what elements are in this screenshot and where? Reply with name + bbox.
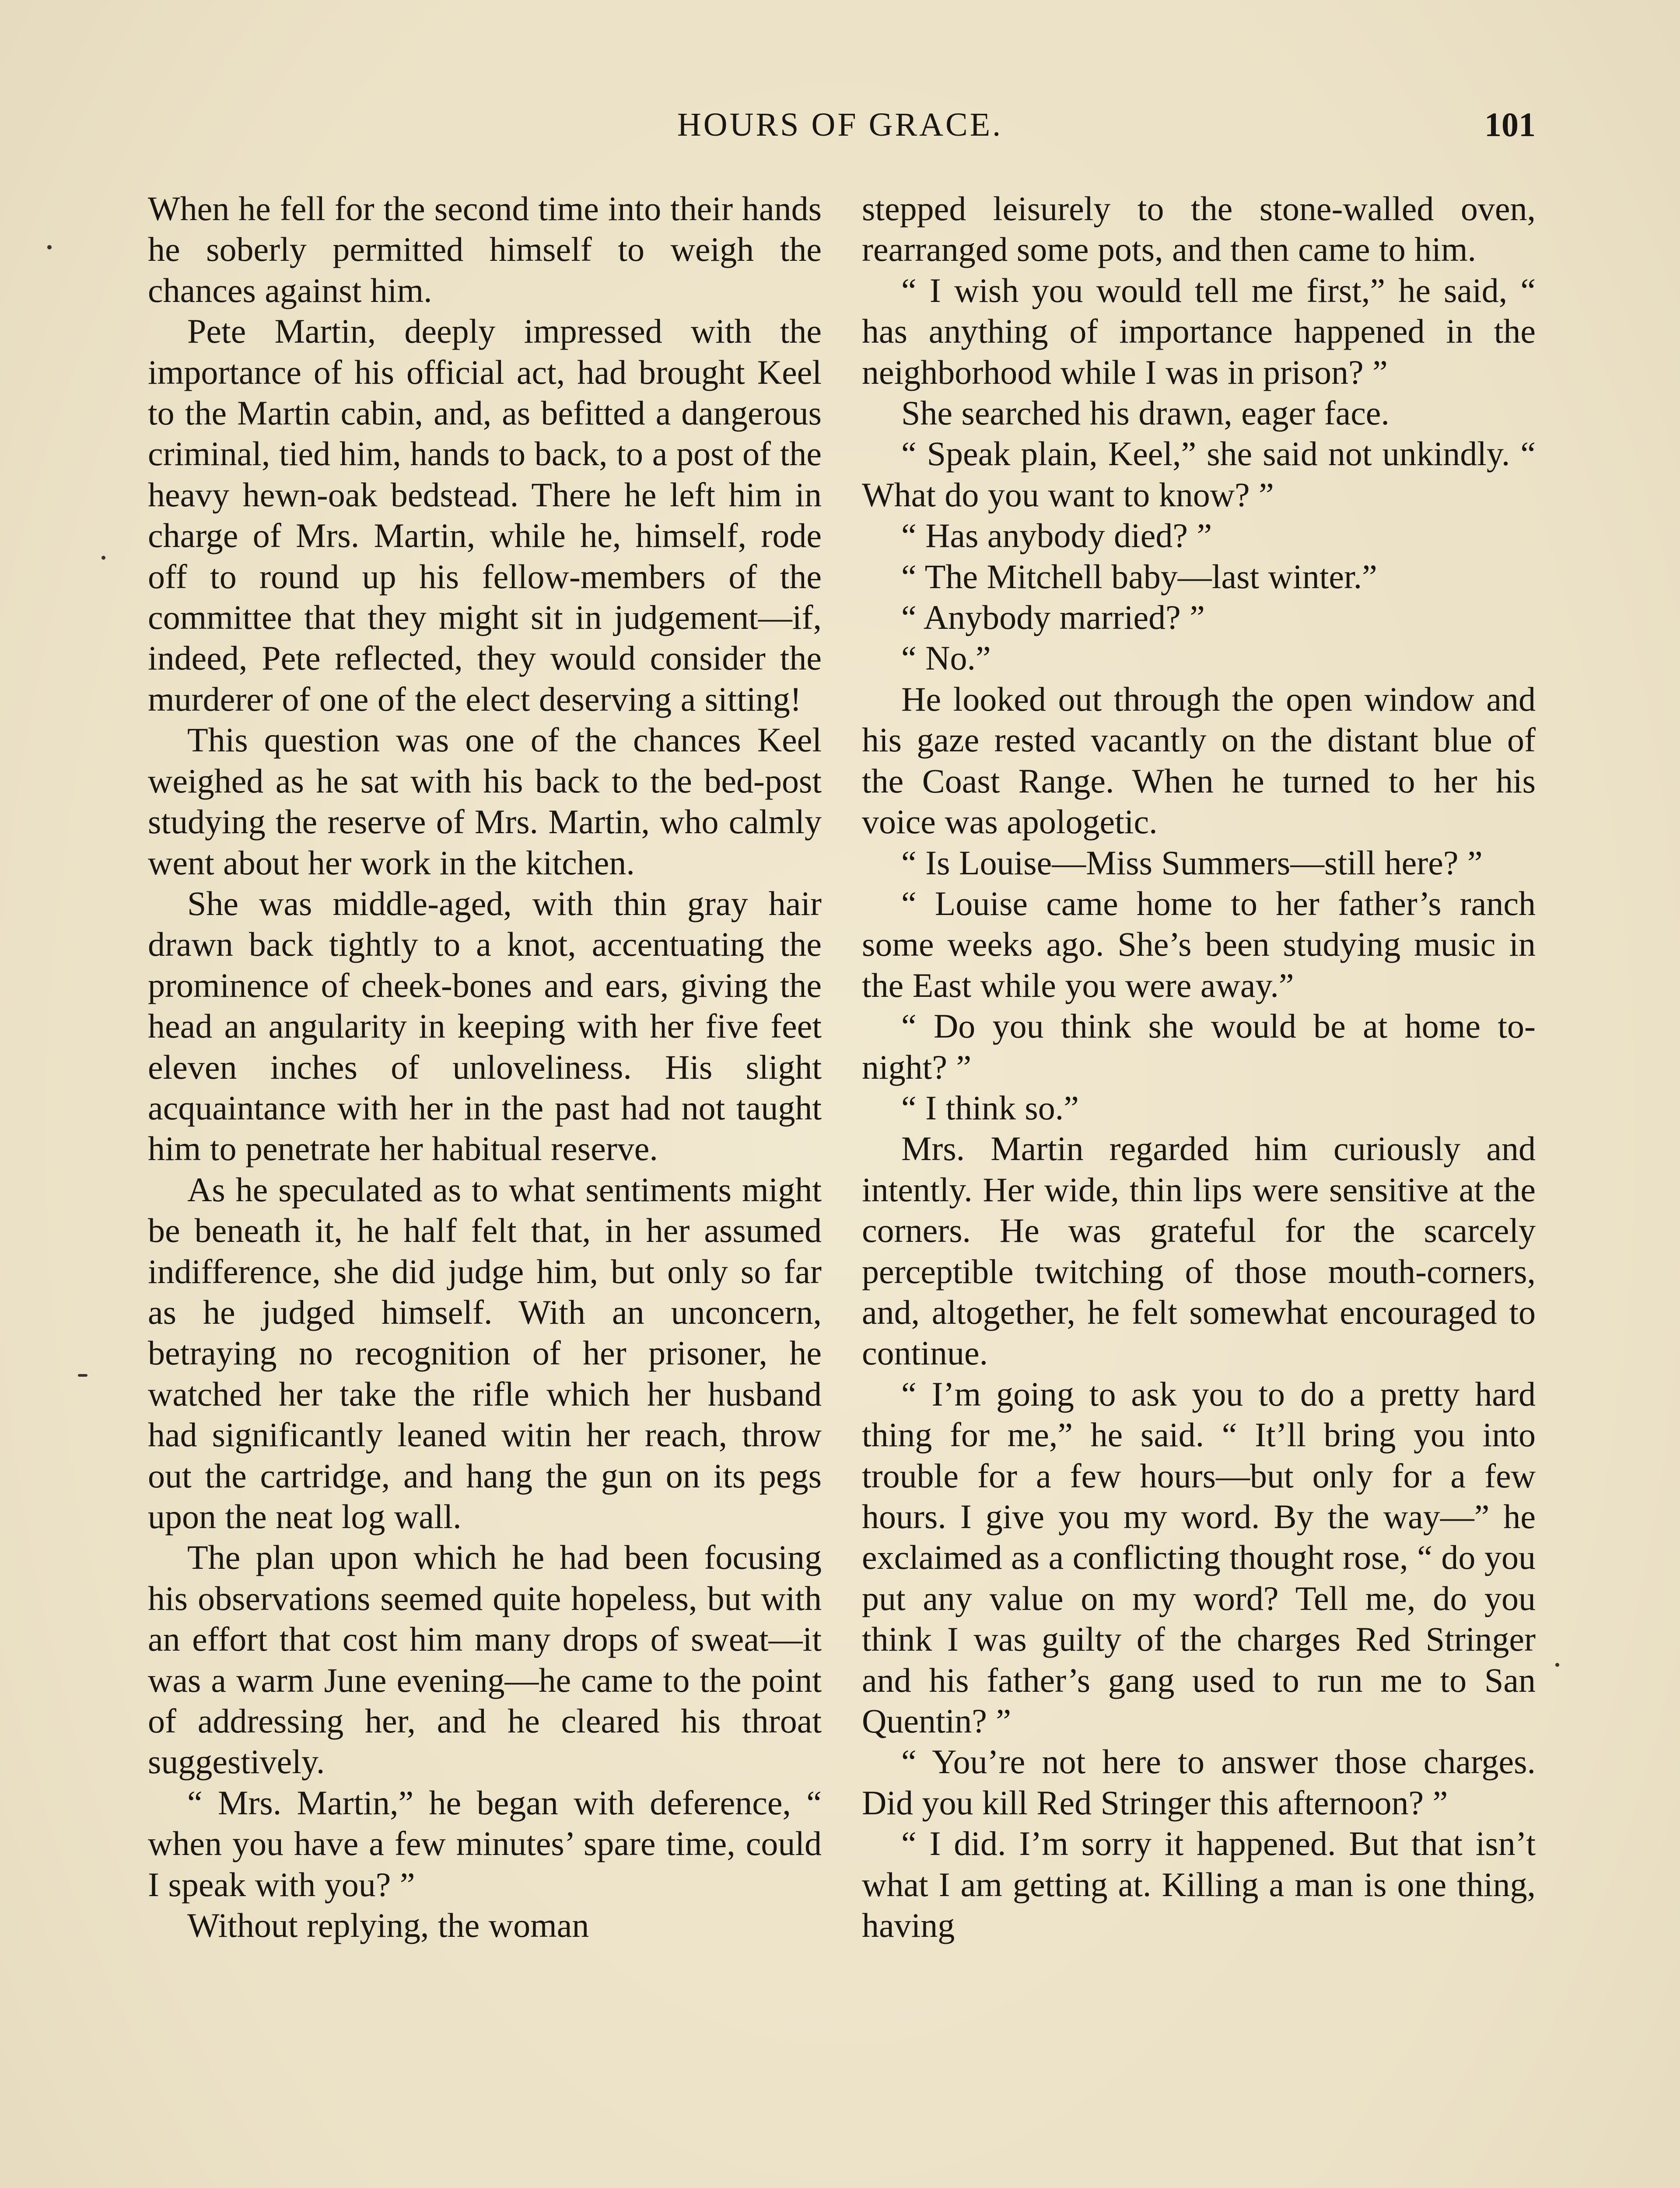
paragraph: “ Louise came home to her father’s ranch some weeks ago. She’s been studying music in the East while you were away.”	[862, 884, 1536, 1004]
paragraph: This question was one of the chances Keel weighed as he sat with his back to the bed-post studying the reserve of Mrs. Martin, who calmly went about her work in the kitchen.	[148, 721, 822, 882]
paragraph: She was middle-aged, with thin gray hair drawn back tightly to a knot, accentuating the prominence of cheek-bones and ears, giving the head an angularity in keeping with her five feet eleven inches of unloveliness. His slight acquaintance with her in the past had not taught him to penetrate her habitual reserve.	[148, 884, 822, 1168]
paragraph: Without replying, the woman	[187, 1906, 589, 1945]
paragraph: “ Mrs. Martin,” he began with deference, “ when you have a few minutes’ spare time, could I speak with you? ”	[148, 1783, 822, 1904]
paragraph: “ The Mitchell baby—last winter.”	[901, 557, 1377, 596]
paragraph: “ You’re not here to answer those charges. Did you kill Red Stringer this afternoon? ”	[862, 1743, 1536, 1822]
paragraph: “ I did. I’m sorry it happened. But that isn’t what I am getting at. Killing a man is one thing, having	[862, 1824, 1536, 1945]
page-header	[144, 94, 1536, 155]
print-speck	[47, 245, 52, 249]
paragraph: “ Is Louise—Miss Summers—still here? ”	[901, 843, 1483, 882]
paragraph: Mrs. Martin regarded him curiously and intently. Her wide, thin lips were sensitive at the corners. He was grateful for the scarcely perceptible twitching of those mouth-corners, and, altogether, he felt somewhat encouraged to continue.	[862, 1129, 1536, 1372]
left-text-column	[148, 188, 822, 1946]
page-number: 101	[1484, 105, 1536, 144]
paragraph: The plan upon which he had been focusing his observations seemed quite hopeless, but with an effort that cost him many drops of sweat—it was a warm June evening—he came to the point of addressing her, and he cleared his throat suggestively.	[148, 1538, 822, 1781]
paragraph: As he speculated as to what sentiments might be beneath it, he half felt that, in her assumed indifference, she did judge him, but only so far as he judged himself. With an unconcern, betraying no recognition of her prisoner, he watched her take the rifle which her husband had significantly leaned witin her reach, throw out the cartridge, and hang the gun on its pegs upon the neat log wall.	[148, 1170, 822, 1536]
paragraph: “ Anybody married? ”	[901, 598, 1205, 637]
right-text-column	[862, 188, 1536, 1946]
paragraph: He looked out through the open window and his gaze rested vacantly on the distant blue of the Coast Range. When he turned to her his voice was apologetic.	[862, 680, 1536, 841]
paragraph: She searched his drawn, eager face.	[901, 394, 1390, 432]
print-speck	[78, 1374, 88, 1377]
print-speck	[102, 556, 105, 560]
paragraph: “ I wish you would tell me first,” he said, “ has anything of importance happened in the neighborhood while I was in prison? ”	[862, 271, 1536, 391]
paragraph: “ I’m going to ask you to do a pretty hard thing for me,” he said. “ It’ll bring you into trouble for a few hours—but only for a few hours. I give you my word. By the way—” he exclaimed as a conflicting thought rose, “ do you put any value on my word? Tell me, do you think I was guilty of the charges Red Stringer and his father’s gang used to run me to San Quentin? ”	[862, 1375, 1536, 1740]
paragraph: When he fell for the second time into their hands he soberly permitted himself to weigh the chances against him.	[148, 189, 822, 309]
paragraph: “ Speak plain, Keel,” she said not unkindly. “ What do you want to know? ”	[862, 435, 1536, 514]
paragraph: stepped leisurely to the stone-walled oven, rearranged some pots, and then came to him.	[862, 189, 1536, 269]
paragraph: “ Has anybody died? ”	[901, 516, 1212, 555]
paragraph: “ No.”	[901, 639, 991, 677]
paragraph: “ Do you think she would be at home to-night? ”	[862, 1007, 1536, 1086]
print-speck	[1555, 1663, 1559, 1667]
running-head: HOURS OF GRACE.	[677, 106, 1003, 143]
paragraph: “ I think so.”	[901, 1088, 1079, 1127]
paragraph: Pete Martin, deeply impressed with the importance of his official act, had brought Keel to the Martin cabin, and, as befitted a dangerous criminal, tied him, hands to back, to a post of the heavy hewn-oak bedstead. There he left him in charge of Mrs. Martin, while he, himself, rode off to round up his fellow-members of the committee that they might sit in judgement—if, indeed, Pete reflected, they would consider the murderer of one of the elect deserving a sitting!	[148, 312, 822, 718]
